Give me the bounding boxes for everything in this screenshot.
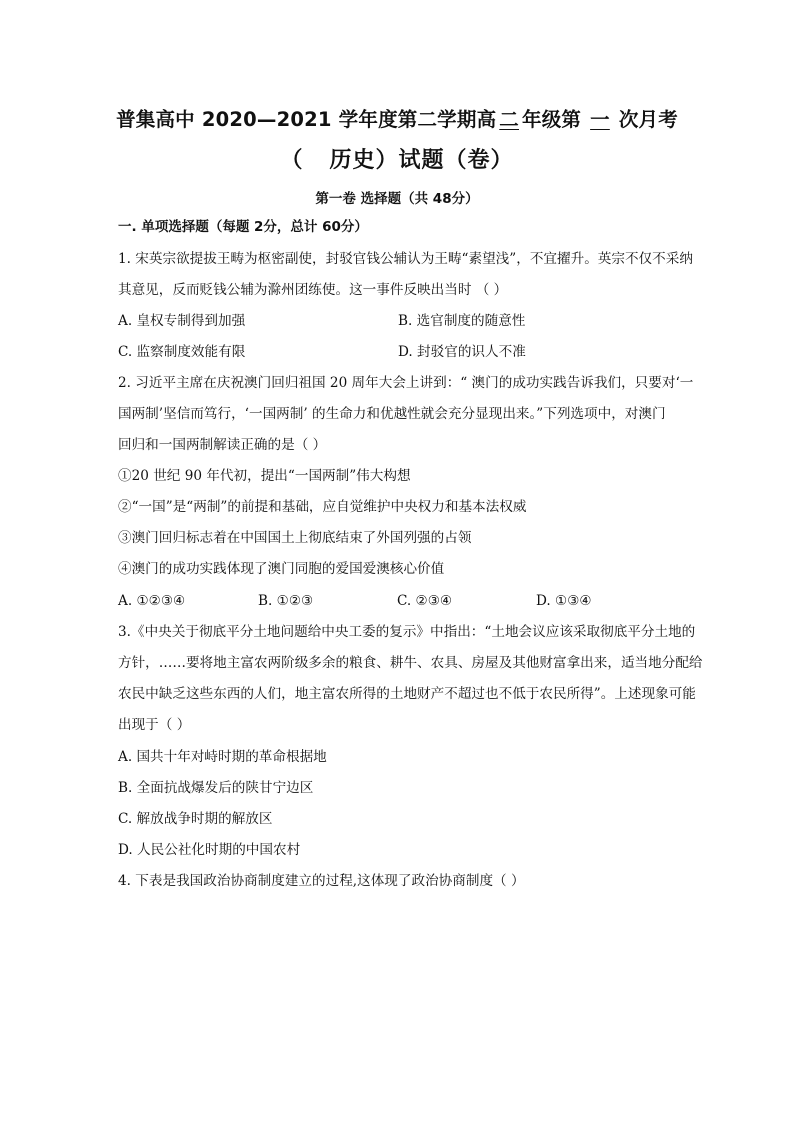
q3-line-2: 方针，……要将地主富农两阶级多余的粮食、耕牛、农具、房屋及其他财富拿出来，适当地分配给 xyxy=(118,655,703,671)
subject-name: 历史 xyxy=(329,148,376,173)
q3-option-a: A. 国共十年对峙时期的革命根据地 xyxy=(118,749,327,765)
q1-line-2: 其意见，反而贬钱公辅为滁州团练使。这一事件反映出当时 （ ） xyxy=(118,282,508,298)
q1-option-d: D. 封驳官的识人不准 xyxy=(398,344,526,360)
q2-line-1: 2. 习近平主席在庆祝澳门回归祖国 20 周年大会上讲到：“ 澳门的成功实践告诉我们，只要对‘一 xyxy=(118,375,694,391)
q4-line-1: 4. 下表是我国政治协商制度建立的过程,这体现了政治协商制度（ ） xyxy=(118,873,525,889)
q2-item-4: ④澳门的成功实践体现了澳门同胞的爱国爱澳核心价值 xyxy=(118,561,445,577)
q2-option-b: B. ①②③ xyxy=(258,593,314,609)
q2-item-2: ②“一国”是“两制”的前提和基础，应自觉维护中央权力和基本法权威 xyxy=(118,499,527,515)
q3-line-3: 农民中缺乏这些东西的人们，地主富农所得的土地财产不超过也不低于农民所得”。上述现象可能 xyxy=(118,686,696,702)
month-blank: 一 xyxy=(590,108,610,131)
subject-close: ）试题（卷） xyxy=(375,148,514,173)
exam-title xyxy=(0,104,794,132)
q2-line-2: 国两制’坚信而笃行，‘一国两制’ 的生命力和优越性就会充分显现出来。”下列选项中，对澳门 xyxy=(118,406,666,422)
q1-line-1: 1. 宋英宗欲提拔王畴为枢密副使，封驳官钱公辅认为王畴“素望浅”，不宜擢升。英宗不仅不采纳 xyxy=(118,251,693,267)
subject-title xyxy=(0,143,794,174)
q1-option-c: C. 监察制度效能有限 xyxy=(118,344,246,360)
q2-item-1: ①20 世纪 90 年代初，提出“一国两制”伟大构想 xyxy=(118,468,411,484)
q3-option-b: B. 全面抗战爆发后的陕甘宁边区 xyxy=(118,780,314,796)
q1-option-b: B. 选官制度的随意性 xyxy=(398,313,526,329)
q3-line-1: 3.《中央关于彻底平分土地问题给中央工委的复示》中指出：“土地会议应该采取彻底平分土地的 xyxy=(118,624,696,640)
part-heading: 一. 单项选择题（每题 2分，总计 60分） xyxy=(118,219,368,235)
q2-item-3: ③澳门回归标志着在中国国土上彻底结束了外国列强的占领 xyxy=(118,530,472,546)
q3-option-c: C. 解放战争时期的解放区 xyxy=(118,811,273,827)
title-suffix: 次月考 xyxy=(618,108,678,131)
grade-blank: 二 xyxy=(499,108,519,131)
q3-line-4: 出现于（ ） xyxy=(118,717,191,733)
q2-option-a: A. ①②③④ xyxy=(118,593,186,609)
q2-option-d: D. ①③④ xyxy=(536,593,592,609)
q3-option-d: D. 人民公社化时期的中国农村 xyxy=(118,842,301,858)
q1-option-a: A. 皇权专制得到加强 xyxy=(118,313,246,329)
section-heading: 第一卷 选择题（共 48分） xyxy=(315,191,479,207)
title-prefix: 普集高中 2020—2021 学年度第二学期高 xyxy=(116,108,497,131)
title-mid: 年级第 xyxy=(522,108,582,131)
q2-line-3: 回归和一国两制解读正确的是（ ） xyxy=(118,437,327,453)
subject-open: （ xyxy=(280,148,304,173)
q2-option-c: C. ②③④ xyxy=(397,593,453,609)
